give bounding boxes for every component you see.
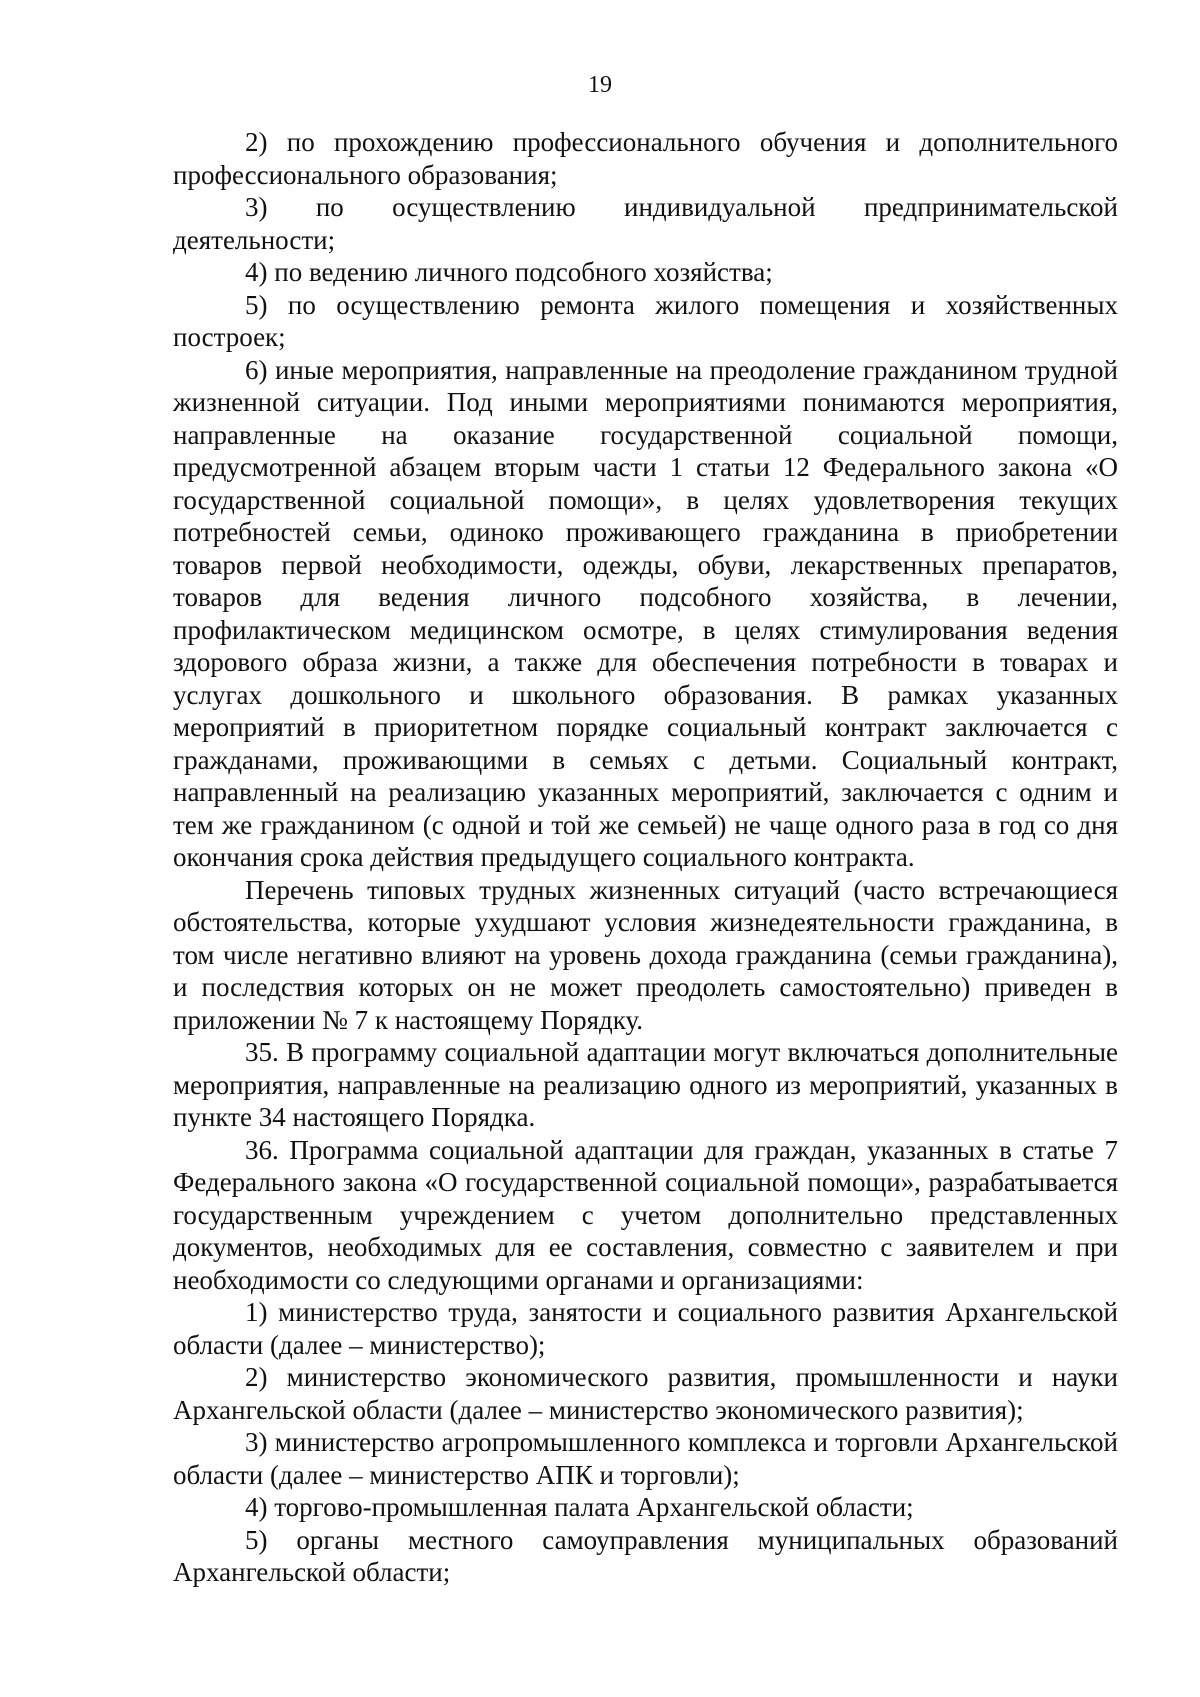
paragraph-org-1: 1) министерство труда, занятости и социального развития Архангельской области (далее – министерство); xyxy=(173,1297,1118,1360)
paragraph-typical-situations: Перечень типовых трудных жизненных ситуаций (часто встречающиеся обстоятельства, которые ухудшают условия жизнедеятельности гражданина, в том числе негативно влияют на уровень дохода гражданина (семьи гражданина), и последствия которых он не может преодолеть самостоятельно) приведен в приложении № 7 к настоящему Порядку. xyxy=(173,874,1118,1035)
page-number: 19 xyxy=(588,72,612,98)
paragraph-item-2: 2) по прохождению профессионального обучения и дополнительного профессионального образования; xyxy=(173,127,1118,190)
paragraph-item-4: 4) по ведению личного подсобного хозяйства; xyxy=(245,257,773,287)
paragraph-item-6: 6) иные мероприятия, направленные на преодоление гражданином трудной жизненной ситуации. Под иными мероприятиями понимаются мероприятия, направленные на оказание государственной социальной помощи, предусмотренной абзацем вторым части 1 статьи 12 Федерального закона «О государственной социальной помощи», в целях удовлетворения текущих потребностей семьи, одиноко проживающего гражданина в приобретении товаров первой необходимости, одежды, обуви, лекарственных препаратов, товаров для ведения личного подсобного хозяйства, в лечении, профилактическом медицинском осмотре, в целях стимулирования ведения здорового образа жизни, а также для обеспечения потребности в товарах и услугах дошкольного и школьного образования. В рамках указанных мероприятий в приоритетном порядке социальный контракт заключается с гражданами, проживающими в семьях с детьми. Социальный контракт, направленный на реализацию указанных мероприятий, заключается с одним и тем же гражданином (с одной и той же семьей) не чаще одного раза в год со дня окончания срока действия предыдущего социального контракта. xyxy=(173,354,1118,872)
document-body xyxy=(173,126,1118,1589)
paragraph-item-5: 5) по осуществлению ремонта жилого помещения и хозяйственных построек; xyxy=(173,289,1118,352)
paragraph-clause-36: 36. Программа социальной адаптации для граждан, указанных в статье 7 Федерального закона «О государственной социальной помощи», разрабатывается государственным учреждением с учетом дополнительно представленных документов, необходимых для ее составления, совместно с заявителем и при необходимости со следующими органами и организациями: xyxy=(173,1134,1118,1295)
paragraph-org-2: 2) министерство экономического развития, промышленности и науки Архангельской области (далее – министерство экономического развития); xyxy=(173,1362,1118,1425)
paragraph-org-5: 5) органы местного самоуправления муниципальных образований Архангельской области; xyxy=(173,1524,1118,1587)
paragraph-clause-35: 35. В программу социальной адаптации могут включаться дополнительные мероприятия, направленные на реализацию одного из мероприятий, указанных в пункте 34 настоящего Порядка. xyxy=(173,1037,1118,1132)
paragraph-org-3: 3) министерство агропромышленного комплекса и торговли Архангельской области (далее – министерство АПК и торговли); xyxy=(173,1427,1118,1490)
paragraph-item-3: 3) по осуществлению индивидуальной предпринимательской деятельности; xyxy=(173,192,1118,255)
paragraph-org-4: 4) торгово-промышленная палата Архангельской области; xyxy=(245,1492,914,1522)
